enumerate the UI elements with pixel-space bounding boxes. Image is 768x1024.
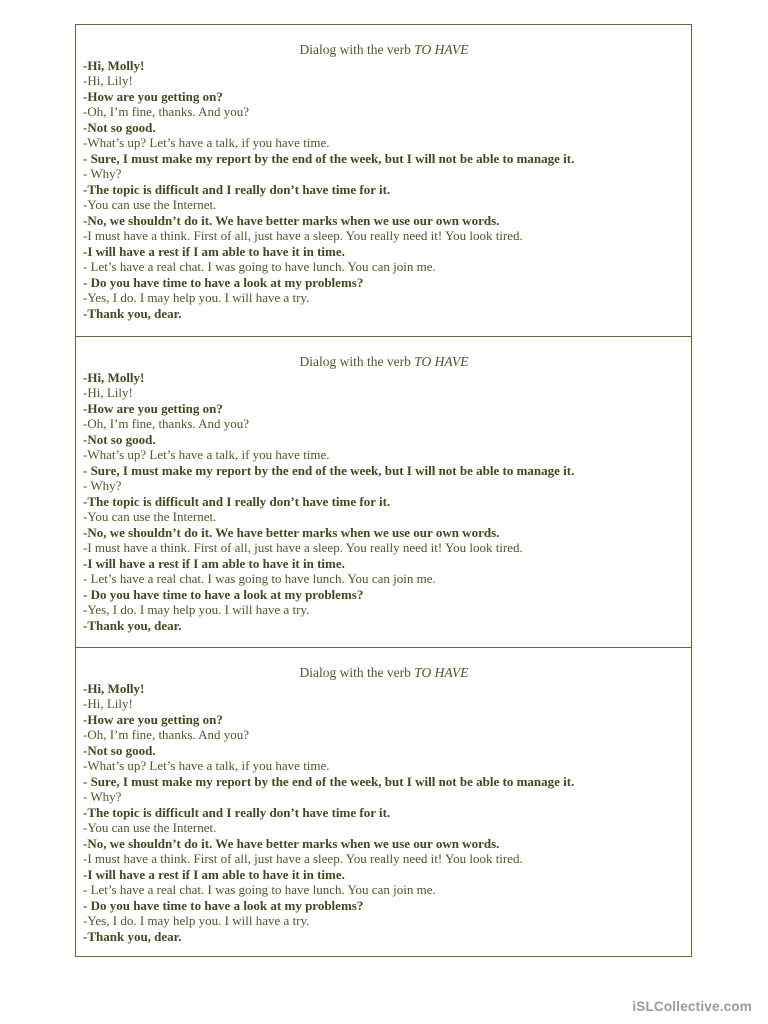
dialog-title-verb: TO HAVE: [414, 42, 469, 57]
dialog-lines: [83, 681, 685, 945]
dialog-line: -Hi, Lily!: [83, 696, 133, 711]
dialog-line: -No, we shouldn’t do it. We have better marks when we use our own words.: [83, 524, 500, 540]
dialog-line: -No, we shouldn’t do it. We have better marks when we use our own words.: [83, 835, 500, 851]
dialog-line: - Let’s have a real chat. I was going to have lunch. You can join me.: [83, 259, 436, 274]
dialog-line: -I will have a rest if I am able to have it in time.: [83, 866, 345, 882]
dialog-line: -Yes, I do. I may help you. I will have a try.: [83, 602, 310, 617]
dialog-line: - Why?: [83, 789, 122, 804]
dialog-line: -What’s up? Let’s have a talk, if you have time.: [83, 447, 330, 462]
dialog-card-1: [76, 25, 691, 336]
dialog-line: - Let’s have a real chat. I was going to have lunch. You can join me.: [83, 571, 436, 586]
dialog-line: -The topic is difficult and I really don’t have time for it.: [83, 181, 391, 197]
dialog-line: -I must have a think. First of all, just have a sleep. You really need it! You look tired.: [83, 228, 523, 243]
dialog-line: -Hi, Molly!: [83, 680, 145, 696]
dialog-line: -The topic is difficult and I really don’t have time for it.: [83, 804, 391, 820]
dialog-line: -How are you getting on?: [83, 88, 223, 104]
dialog-title-verb: TO HAVE: [414, 665, 469, 680]
dialog-line: -You can use the Internet.: [83, 820, 217, 835]
dialog-line: -Thank you, dear.: [83, 305, 182, 321]
dialog-line: -I must have a think. First of all, just have a sleep. You really need it! You look tired.: [83, 851, 523, 866]
site-watermark: iSLCollective.com: [632, 999, 752, 1014]
dialog-line: - Let’s have a real chat. I was going to have lunch. You can join me.: [83, 882, 436, 897]
dialog-line: -Hi, Molly!: [83, 369, 145, 385]
dialog-line: -How are you getting on?: [83, 711, 223, 727]
dialog-line: - Sure, I must make my report by the end of the week, but I will not be able to manage it.: [83, 462, 575, 478]
dialog-card-2: [76, 336, 691, 647]
dialog-line: -What’s up? Let’s have a talk, if you have time.: [83, 135, 330, 150]
dialog-line: -Not so good.: [83, 431, 156, 447]
dialog-line: -Oh, I’m fine, thanks. And you?: [83, 416, 250, 431]
dialog-line: -Thank you, dear.: [83, 928, 182, 944]
dialog-line: -You can use the Internet.: [83, 197, 217, 212]
dialog-line: -No, we shouldn’t do it. We have better marks when we use our own words.: [83, 212, 500, 228]
dialog-title-verb: TO HAVE: [414, 354, 469, 369]
dialog-lines: [83, 58, 685, 322]
dialog-line: -Hi, Lily!: [83, 385, 133, 400]
dialog-title: [83, 354, 685, 370]
dialog-title: [83, 665, 685, 681]
dialog-line: -Hi, Molly!: [83, 57, 145, 73]
dialog-line: -You can use the Internet.: [83, 509, 217, 524]
dialog-line: -Oh, I’m fine, thanks. And you?: [83, 727, 250, 742]
dialog-line: - Do you have time to have a look at my problems?: [83, 897, 364, 913]
dialog-line: -How are you getting on?: [83, 400, 223, 416]
dialog-line: -The topic is difficult and I really don’t have time for it.: [83, 493, 391, 509]
dialog-line: -I must have a think. First of all, just have a sleep. You really need it! You look tired.: [83, 540, 523, 555]
dialog-title-prefix: Dialog with the verb: [299, 665, 415, 680]
dialog-line: - Why?: [83, 478, 122, 493]
dialog-line: - Sure, I must make my report by the end of the week, but I will not be able to manage it.: [83, 773, 575, 789]
dialog-line: -Thank you, dear.: [83, 617, 182, 633]
dialog-line: - Do you have time to have a look at my problems?: [83, 586, 364, 602]
dialog-title-prefix: Dialog with the verb: [299, 42, 415, 57]
dialog-line: -Yes, I do. I may help you. I will have a try.: [83, 913, 310, 928]
dialog-line: -Oh, I’m fine, thanks. And you?: [83, 104, 250, 119]
dialog-line: - Do you have time to have a look at my problems?: [83, 274, 364, 290]
dialog-card-3: [76, 647, 691, 958]
dialog-line: -Yes, I do. I may help you. I will have a try.: [83, 290, 310, 305]
dialog-line: -What’s up? Let’s have a talk, if you have time.: [83, 758, 330, 773]
dialog-line: - Why?: [83, 166, 122, 181]
dialog-line: - Sure, I must make my report by the end of the week, but I will not be able to manage it.: [83, 150, 575, 166]
dialog-line: -Not so good.: [83, 119, 156, 135]
dialog-lines: [83, 370, 685, 634]
dialog-title: [83, 42, 685, 58]
worksheet-frame: [75, 24, 692, 957]
dialog-line: -I will have a rest if I am able to have it in time.: [83, 555, 345, 571]
dialog-line: -Hi, Lily!: [83, 73, 133, 88]
dialog-line: -I will have a rest if I am able to have it in time.: [83, 243, 345, 259]
dialog-line: -Not so good.: [83, 742, 156, 758]
dialog-title-prefix: Dialog with the verb: [299, 354, 415, 369]
